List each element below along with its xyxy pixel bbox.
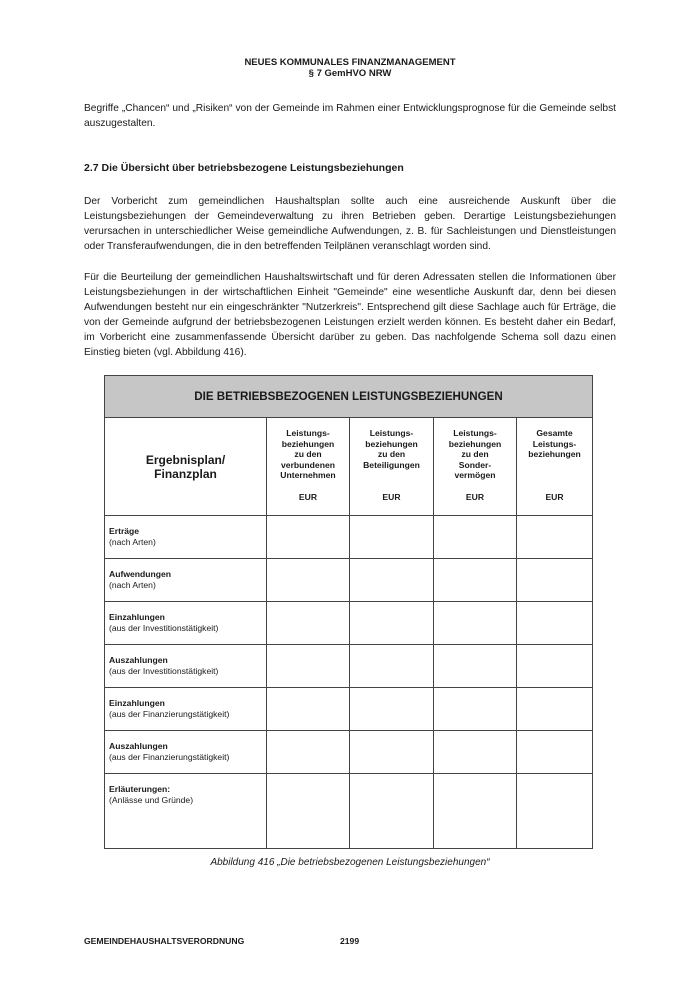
col-header-line: zu den <box>294 449 322 459</box>
row-sublabel: (aus der Investitionstätigkeit) <box>109 666 219 676</box>
col-header-line: vermögen <box>454 470 496 480</box>
table-title: DIE BETRIEBSBEZOGENEN LEISTUNGSBEZIEHUNGEN <box>105 376 593 418</box>
table-cell <box>267 645 350 688</box>
col-header-line: beziehungen <box>281 438 335 449</box>
header-title: NEUES KOMMUNALES FINANZMANAGEMENT <box>244 57 456 68</box>
table-row <box>105 774 593 849</box>
row-label-cell <box>105 731 267 774</box>
row-sublabel: (aus der Finanzierungstätigkeit) <box>109 752 230 762</box>
col-header-line: beziehungen <box>528 449 581 459</box>
table-cell <box>517 559 593 602</box>
column-header <box>267 418 350 516</box>
column-header <box>434 418 517 516</box>
table-cell <box>350 559 434 602</box>
table-cell <box>517 688 593 731</box>
col-unit: EUR <box>465 491 485 502</box>
row-label-cell <box>105 602 267 645</box>
row-label: Erträge <box>109 526 140 536</box>
row-label: Auszahlungen <box>109 655 168 665</box>
table-cell <box>517 645 593 688</box>
row-label: Erläuterungen: <box>109 784 171 794</box>
col-header-line: Leistungs- <box>369 428 414 438</box>
table-cell <box>267 559 350 602</box>
row-header-line2: Finanzplan <box>154 466 217 481</box>
table-cell <box>267 774 350 849</box>
section-heading: 2.7 Die Übersicht über betriebsbezogene Leistungsbeziehungen <box>84 162 404 174</box>
table-cell <box>517 516 593 559</box>
row-label: Einzahlungen <box>109 698 165 708</box>
table-cell <box>517 731 593 774</box>
table-cell <box>434 774 517 849</box>
header-subtitle: § 7 GemHVO NRW <box>308 68 392 79</box>
col-header-line: beziehungen <box>448 438 502 449</box>
table-cell <box>267 516 350 559</box>
table-row <box>105 731 593 774</box>
intro-paragraph: Begriffe „Chancen“ und „Risiken“ von der Gemeinde im Rahmen einer Entwicklungsprognose für die Gemeinde selbst auszugestalten. <box>84 103 616 129</box>
col-unit: EUR <box>382 491 401 502</box>
col-unit: EUR <box>298 491 318 502</box>
row-header-line1: Ergebnisplan/ <box>145 452 226 467</box>
table-cell <box>517 602 593 645</box>
row-label-cell <box>105 688 267 731</box>
row-header-cell <box>105 418 267 516</box>
paragraph-1: Der Vorbericht zum gemeindlichen Haushaltsplan sollte auch eine ausreichende Auskunft über die Leistungsbeziehungen der Gemeindeverwaltung zu ihren Betrieben geben. Derartige Leistungsbeziehungen verursachen in unterschiedlicher Weise gemeindliche Aufwendungen, z. B. für Sachleistungen und Dienstleistungen oder Transferaufwendungen, die in den betreffenden Teilplänen veranschlagt worden sind. <box>84 196 616 252</box>
col-unit: EUR <box>545 491 564 502</box>
table-row <box>105 559 593 602</box>
table-cell <box>267 731 350 774</box>
table-cell <box>434 602 517 645</box>
column-header <box>517 418 593 516</box>
column-header <box>350 418 434 516</box>
table-cell <box>434 645 517 688</box>
table-cell <box>350 688 434 731</box>
row-label-cell <box>105 516 267 559</box>
col-header-line: Gesamte <box>536 428 573 438</box>
table-cell <box>434 516 517 559</box>
col-header-line: Sonder- <box>458 459 492 470</box>
col-header-line: Unternehmen <box>280 470 336 480</box>
row-sublabel: (aus der Investitionstätigkeit) <box>109 623 219 633</box>
row-sublabel: (aus der Finanzierungstätigkeit) <box>109 709 230 719</box>
col-header-line: zu den <box>377 449 406 459</box>
table-cell <box>267 688 350 731</box>
footer-title: GEMEINDEHAUSHALTSVERORDNUNG <box>84 936 245 946</box>
table-row <box>105 516 593 559</box>
row-label-cell <box>105 774 267 849</box>
table-cell <box>350 731 434 774</box>
row-label-cell <box>105 559 267 602</box>
table-cell <box>517 774 593 849</box>
table-row <box>105 602 593 645</box>
table-cell <box>434 731 517 774</box>
table-cell <box>350 645 434 688</box>
table-cell <box>350 516 434 559</box>
table-cell <box>434 559 517 602</box>
page-number: 2199 <box>340 936 360 946</box>
row-label: Auszahlungen <box>109 741 168 751</box>
col-header-line: beziehungen <box>365 438 418 449</box>
table-row <box>105 645 593 688</box>
col-header-line: Beteiligungen <box>363 459 420 470</box>
col-header-line: verbundenen <box>281 459 335 470</box>
paragraph-2: Für die Beurteilung der gemeindlichen Haushaltswirtschaft und für deren Adressaten stellen die Informationen über Leistungsbeziehungen in der wirtschaftlichen Einheit "Gemeinde" eine wesentliche Auskunft dar, denn bei diesen Aufwendungen besteht nur ein eingeschränkter "Nutzerkreis". Entsprechend gilt diese Sachlage auch für Erträge, die von der Gemeinde aufgrund der betriebsbezogenen Leistungen erzielt werden können. Es besteht daher ein Bedarf, im Vorbericht eine zusammenfassende Übersicht darüber zu geben. Das nachfolgende Schema soll dazu einen Einstieg bieten (vgl. Abbildung 416). <box>84 272 616 358</box>
table-cell <box>434 688 517 731</box>
page-header <box>0 57 700 79</box>
row-sublabel: (nach Arten) <box>109 580 156 590</box>
col-header-line: zu den <box>461 449 489 459</box>
figure-caption: Abbildung 416 „Die betriebsbezogenen Leistungsbeziehungen“ <box>210 857 490 868</box>
row-sublabel: (nach Arten) <box>109 537 156 547</box>
row-label: Aufwendungen <box>109 569 172 579</box>
row-label-cell <box>105 645 267 688</box>
table-row <box>105 688 593 731</box>
col-header-line: Leistungs- <box>286 428 330 438</box>
row-sublabel: (Anlässe und Gründe) <box>109 795 194 805</box>
table-cell <box>267 602 350 645</box>
col-header-line: Leistungs- <box>532 438 577 449</box>
table-cell <box>350 774 434 849</box>
table-cell <box>350 602 434 645</box>
leistungsbeziehungen-table <box>104 375 593 849</box>
row-label: Einzahlungen <box>109 612 165 622</box>
col-header-line: Leistungs- <box>453 428 497 438</box>
